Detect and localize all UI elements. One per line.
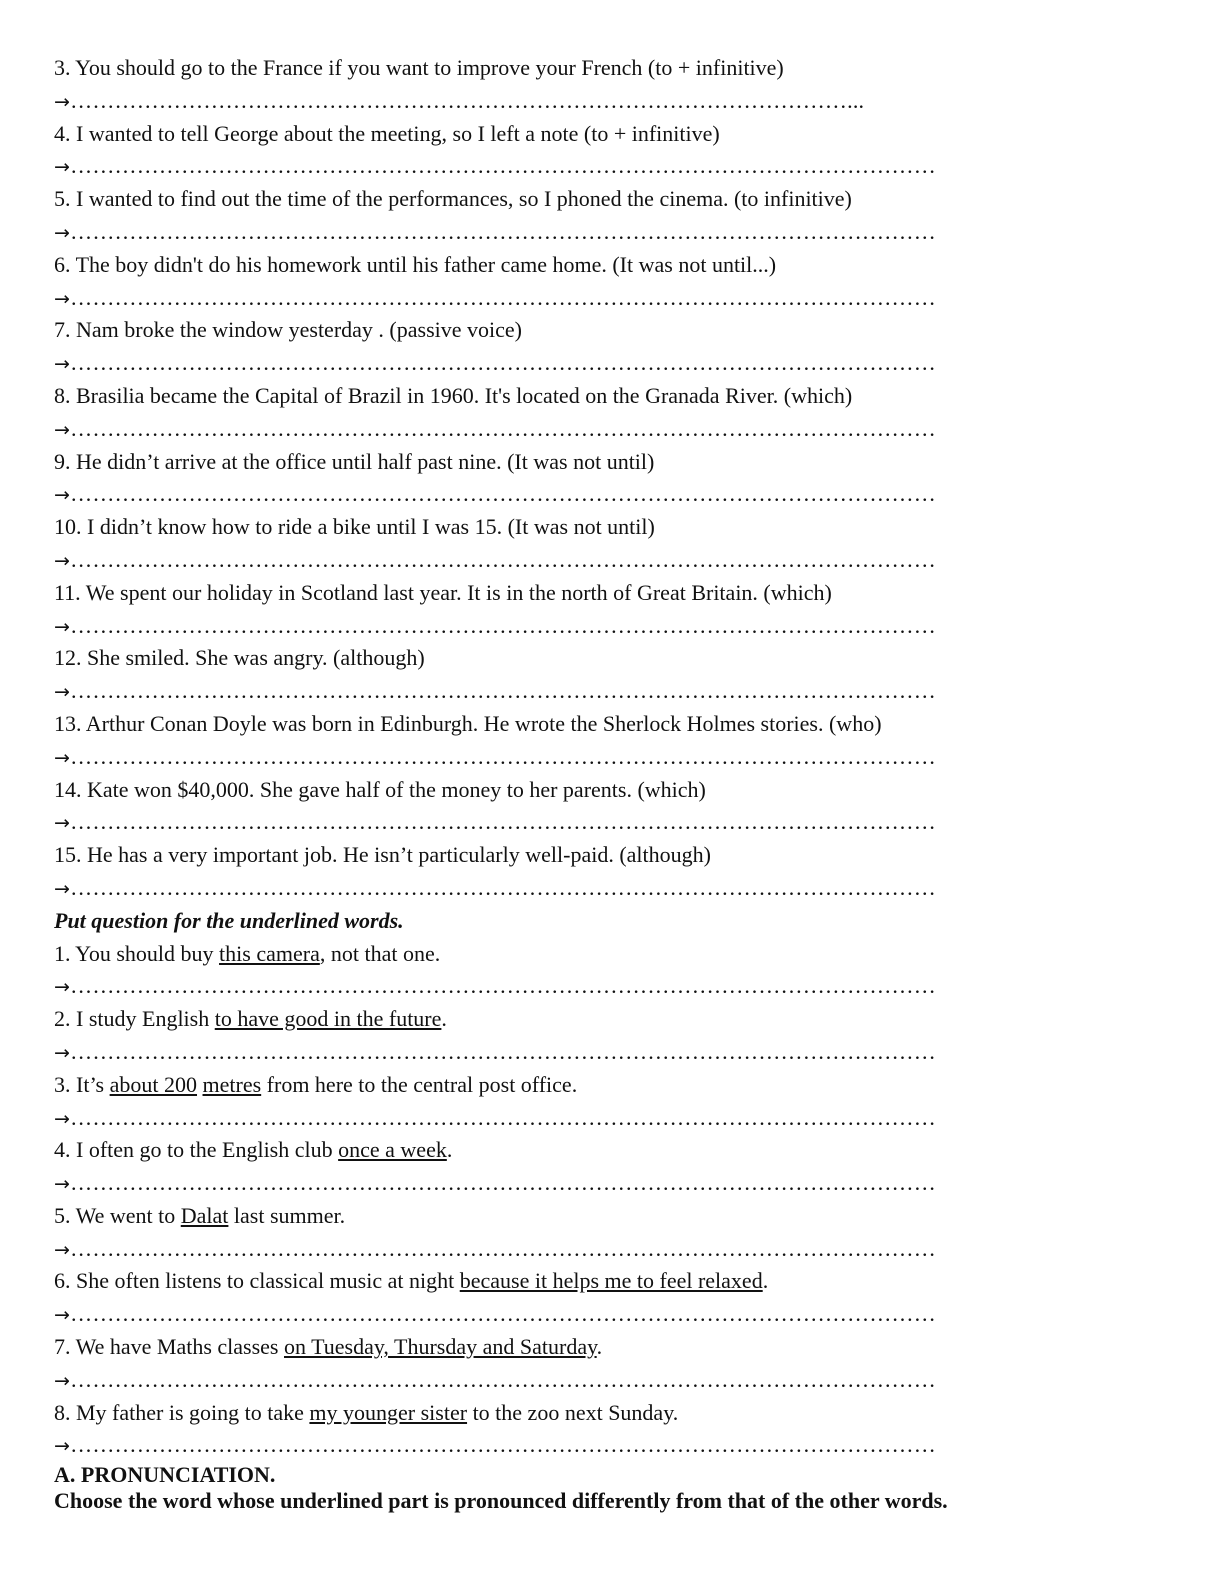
arrow-icon: → — [54, 1304, 71, 1327]
answer-line[interactable] — [54, 872, 1164, 905]
answer-line[interactable] — [54, 282, 1164, 315]
question-item — [54, 446, 1164, 479]
answer-dots: ……………………………………………………………………………………………... — [70, 87, 865, 113]
answer-dots: ……………………………………………………………………………………………………… — [70, 481, 936, 507]
answer-line[interactable] — [54, 741, 1164, 774]
arrow-icon: → — [54, 1041, 71, 1064]
question-item: 5. We went to Dalat last summer. — [54, 1202, 346, 1228]
question-text: 5. We went to — [54, 1202, 181, 1228]
question-item — [54, 839, 1164, 872]
answer-line[interactable] — [54, 1298, 1164, 1331]
arrow-icon: → — [54, 812, 71, 835]
answer-dots: ……………………………………………………………………………………………………… — [70, 1104, 936, 1130]
question-text: 6. She often listens to classical music at night — [54, 1268, 460, 1294]
answer-line[interactable] — [54, 1036, 1164, 1069]
answer-dots: ……………………………………………………………………………………………………… — [70, 415, 936, 441]
question-text: 3. It’s — [54, 1071, 110, 1097]
answer-line[interactable] — [54, 806, 1164, 839]
underlined-text: my younger sister — [309, 1399, 468, 1425]
underlined-text: once a week — [338, 1137, 447, 1163]
arrow-icon: → — [54, 1435, 71, 1458]
question-text: 4. I often go to the English club — [54, 1137, 339, 1163]
arrow-icon: → — [54, 484, 71, 507]
answer-line[interactable] — [54, 1364, 1164, 1397]
arrow-icon: → — [54, 418, 71, 441]
question-text: 6. The boy didn't do his homework until his father came home. (It was not until...) — [54, 251, 777, 277]
underlined-text: because it helps me to feel relaxed — [459, 1268, 763, 1294]
question-text: 11. We spent our holiday in Scotland last year. It is in the north of Great Britain. (which) — [54, 579, 832, 605]
answer-line[interactable] — [54, 347, 1164, 380]
question-item: 2. I study English to have good in the future. — [54, 1006, 447, 1032]
arrow-icon: → — [54, 746, 71, 769]
question-item — [54, 708, 1164, 741]
question-text: 7. Nam broke the window yesterday . (passive voice) — [54, 317, 522, 343]
question-item: 8. My father is going to take my younger sister to the zoo next Sunday. — [54, 1399, 679, 1425]
question-item: 7. We have Maths classes on Tuesday, Thursday and Saturday. — [54, 1334, 603, 1360]
question-item — [54, 52, 1164, 85]
answer-line[interactable] — [54, 1233, 1164, 1266]
answer-dots: ……………………………………………………………………………………………………… — [70, 743, 936, 769]
exercise-rewrite — [54, 52, 1164, 905]
arrow-icon: → — [54, 156, 71, 179]
underlined-text: on Tuesday, Thursday and Saturday — [284, 1334, 597, 1360]
arrow-icon: → — [54, 549, 71, 572]
question-item — [54, 774, 1164, 807]
answer-dots: ……………………………………………………………………………………………………… — [70, 218, 936, 244]
answer-dots: ……………………………………………………………………………………………………… — [70, 612, 936, 638]
question-item: 6. She often listens to classical music at night because it helps me to feel relaxed. — [54, 1268, 769, 1294]
question-item: 1. You should buy this camera, not that one. — [54, 940, 441, 966]
section-instruction: Choose the word whose underlined part is pronounced differently from that of the other words. — [54, 1488, 948, 1514]
exercise-questions — [54, 905, 1164, 1463]
answer-dots: ……………………………………………………………………………………………………… — [70, 809, 936, 835]
question-item — [54, 380, 1164, 413]
underlined-text: metres — [202, 1071, 262, 1097]
arrow-icon: → — [54, 1369, 71, 1392]
question-item — [54, 642, 1164, 675]
arrow-icon: → — [54, 1107, 71, 1130]
answer-line[interactable] — [54, 413, 1164, 446]
section-title: A. PRONUNCIATION. — [54, 1462, 276, 1488]
answer-line[interactable] — [54, 1102, 1164, 1135]
arrow-icon: → — [54, 287, 71, 310]
arrow-icon: → — [54, 1173, 71, 1196]
answer-dots: ……………………………………………………………………………………………………… — [70, 1366, 936, 1392]
question-text: 13. Arthur Conan Doyle was born in Edinburgh. He wrote the Sherlock Holmes stories. (who) — [54, 710, 882, 736]
question-text: 8. Brasilia became the Capital of Brazil in 1960. It's located on the Granada River. (which) — [54, 382, 853, 408]
answer-dots: ……………………………………………………………………………………………………… — [70, 153, 936, 179]
underlined-text: this camera — [219, 940, 320, 966]
arrow-icon: → — [54, 90, 71, 113]
answer-line[interactable] — [54, 85, 1164, 118]
answer-line[interactable] — [54, 1167, 1164, 1200]
question-item — [54, 249, 1164, 282]
answer-dots: ……………………………………………………………………………………………………… — [70, 350, 936, 376]
section-pronunciation — [54, 1462, 1164, 1514]
answer-line[interactable] — [54, 610, 1164, 643]
question-item — [54, 511, 1164, 544]
arrow-icon: → — [54, 681, 71, 704]
answer-dots: ……………………………………………………………………………………………………… — [70, 678, 936, 704]
question-text: 7. We have Maths classes — [54, 1334, 284, 1360]
answer-line[interactable] — [54, 1429, 1164, 1462]
answer-line[interactable] — [54, 150, 1164, 183]
answer-dots: ……………………………………………………………………………………………………… — [70, 1432, 936, 1458]
question-item: 4. I often go to the English club once a week. — [54, 1137, 453, 1163]
answer-dots: ……………………………………………………………………………………………………… — [70, 1038, 936, 1064]
answer-line[interactable] — [54, 675, 1164, 708]
answer-dots: ……………………………………………………………………………………………………… — [70, 973, 936, 999]
arrow-icon: → — [54, 1238, 71, 1261]
question-text: 8. My father is going to take — [54, 1399, 310, 1425]
answer-dots: ……………………………………………………………………………………………………… — [70, 284, 936, 310]
question-item — [54, 314, 1164, 347]
answer-dots: ……………………………………………………………………………………………………… — [70, 1301, 936, 1327]
question-text: 5. I wanted to find out the time of the performances, so I phoned the cinema. (to infinitive) — [54, 186, 852, 212]
exercise-title: Put question for the underlined words. — [54, 907, 404, 933]
answer-line[interactable] — [54, 216, 1164, 249]
question-item — [54, 577, 1164, 610]
underlined-text: Dalat — [180, 1202, 229, 1228]
question-text: 12. She smiled. She was angry. (although) — [54, 645, 425, 671]
question-item — [54, 183, 1164, 216]
answer-line[interactable] — [54, 478, 1164, 511]
question-text: 4. I wanted to tell George about the meeting, so I left a note (to + infinitive) — [54, 120, 720, 146]
question-item — [54, 118, 1164, 151]
arrow-icon: → — [54, 615, 71, 638]
worksheet-page — [54, 52, 1164, 1514]
question-item: 3. It’s about 200 metres from here to the central post office. — [54, 1071, 578, 1097]
question-text: 15. He has a very important job. He isn’t particularly well-paid. (although) — [54, 842, 711, 868]
question-text: 1. You should buy — [54, 940, 220, 966]
question-text: 14. Kate won $40,000. She gave half of the money to her parents. (which) — [54, 776, 706, 802]
question-text: 10. I didn’t know how to ride a bike until I was 15. (It was not until) — [54, 514, 655, 540]
answer-dots: ……………………………………………………………………………………………………… — [70, 874, 936, 900]
arrow-icon: → — [54, 877, 71, 900]
answer-dots: ……………………………………………………………………………………………………… — [70, 1170, 936, 1196]
answer-dots: ……………………………………………………………………………………………………… — [70, 1235, 936, 1261]
question-text: 2. I study English — [54, 1006, 215, 1032]
arrow-icon: → — [54, 976, 71, 999]
arrow-icon: → — [54, 353, 71, 376]
question-text: 9. He didn’t arrive at the office until half past nine. (It was not until) — [54, 448, 655, 474]
answer-line[interactable] — [54, 970, 1164, 1003]
underlined-text: about 200 — [109, 1071, 198, 1097]
question-text: 3. You should go to the France if you want to improve your French (to + infinitive) — [54, 55, 784, 80]
answer-line[interactable] — [54, 544, 1164, 577]
arrow-icon: → — [54, 221, 71, 244]
underlined-text: to have good in the future — [214, 1006, 442, 1032]
answer-dots: ……………………………………………………………………………………………………… — [70, 546, 936, 572]
